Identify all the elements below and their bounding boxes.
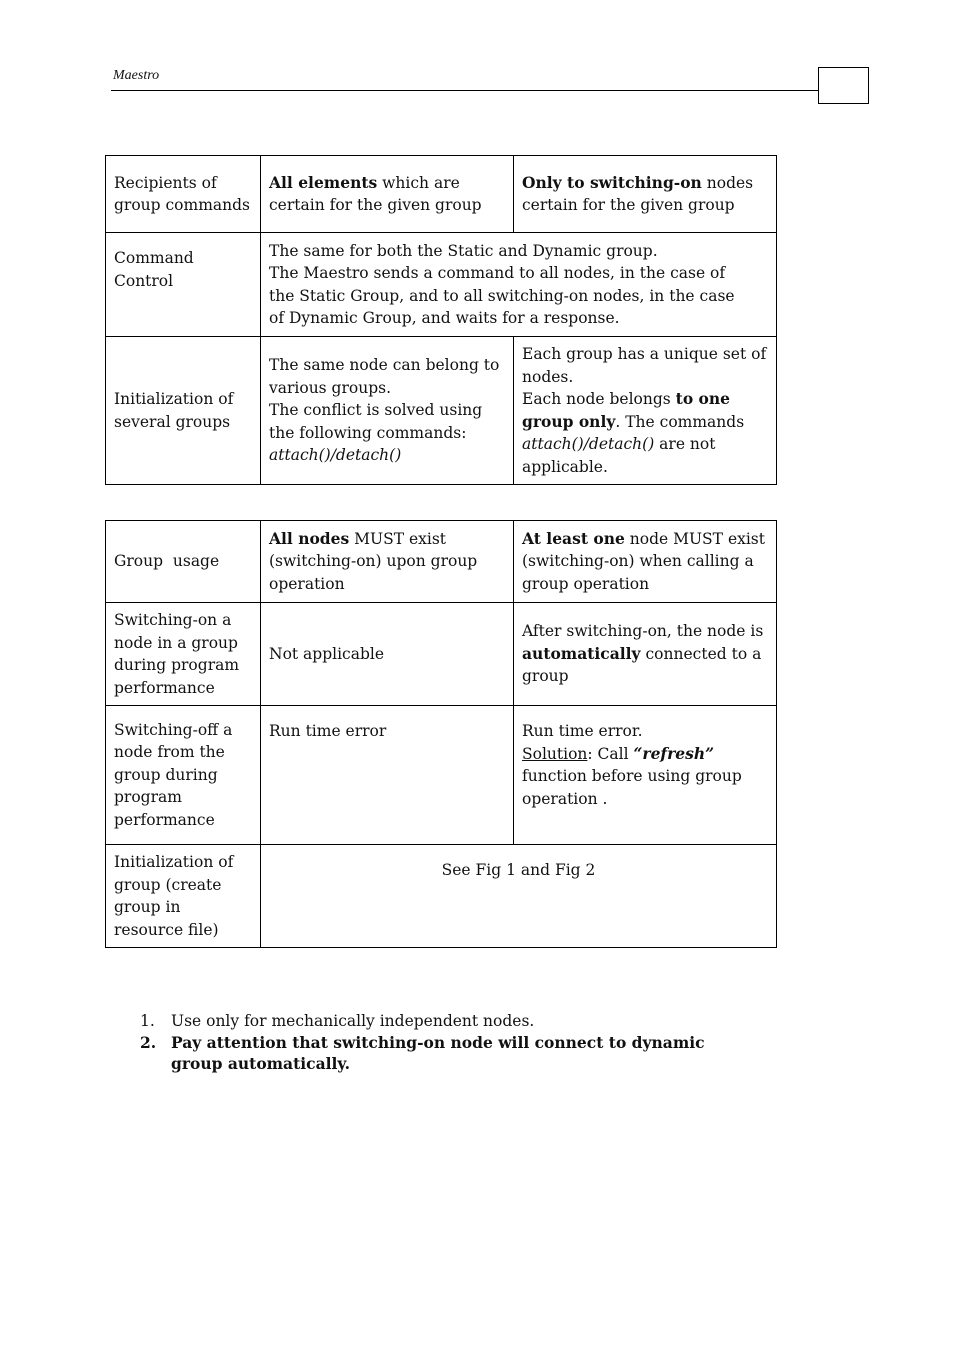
table-row: [106, 706, 777, 845]
row-label: Switching-off a node from the group during program performance: [106, 706, 261, 845]
text-part: . The commands: [615, 412, 745, 431]
row-label: Group usage: [106, 521, 261, 603]
dynamic-line: Run time error.: [522, 722, 643, 740]
header-title: Maestro: [113, 68, 160, 83]
static-cell: Not applicable: [261, 603, 514, 706]
table-row: [106, 521, 777, 603]
comparison-table-2: [105, 520, 777, 948]
list-text: Use only for mechanically independent nodes.: [171, 1012, 535, 1030]
dynamic-cell: [514, 706, 777, 845]
dynamic-line: [522, 743, 768, 811]
dynamic-cell: [514, 337, 777, 485]
dynamic-bold-text: At least one: [522, 528, 625, 548]
dynamic-cell: [514, 156, 777, 233]
static-cell: [261, 521, 514, 603]
solution-label: Solution: [522, 744, 588, 763]
list-number: 1.: [140, 1012, 155, 1030]
dynamic-bold-text: Only to switching-on: [522, 172, 702, 192]
row-label: Initialization of group (create group in resource file): [106, 845, 261, 948]
text-part: function before using group operation .: [522, 767, 742, 808]
table-row: [106, 845, 777, 948]
static-text: which are certain for the given group: [269, 173, 482, 214]
page-number-box: [818, 67, 869, 104]
comparison-table-1: [105, 155, 777, 485]
text-part: After switching-on, the node is: [522, 622, 764, 641]
dynamic-text: node MUST exist (switching-on) when calling a group operation: [522, 529, 765, 593]
function-name: “refresh”: [633, 743, 715, 763]
static-cell: Run time error: [261, 706, 514, 845]
merged-cell: [261, 233, 777, 337]
row-label: Switching-on a node in a group during program performance: [106, 603, 261, 706]
dynamic-text: nodes certain for the given group: [522, 173, 754, 214]
dynamic-line: [522, 388, 768, 478]
bold-text: to one group only: [522, 389, 731, 431]
notes-list: [140, 1011, 731, 1074]
code-text: attach()/detach(): [269, 446, 402, 465]
merged-line: The same for both the Static and Dynamic group.: [269, 241, 658, 260]
static-bold-text: All elements: [269, 172, 378, 192]
code-text: attach()/detach(): [522, 435, 655, 453]
list-item: [140, 1011, 731, 1032]
table-row: [106, 156, 777, 233]
header-rule: [111, 90, 818, 91]
merged-line: The Maestro sends a command to all nodes, in the case of the Static Group, and to all switching-on nodes, in the case of Dynamic Group, and waits for a response.: [269, 264, 735, 327]
merged-cell: See Fig 1 and Fig 2: [261, 845, 777, 948]
dynamic-line: Each group has a unique set of nodes.: [522, 345, 767, 386]
table-row: [106, 233, 777, 337]
static-cell: [261, 337, 514, 485]
list-item: [140, 1032, 731, 1074]
table-row: [106, 337, 777, 485]
text-part: are not applicable.: [522, 435, 716, 476]
table-row: [106, 603, 777, 706]
row-label: Command Control: [106, 233, 261, 337]
list-text: Pay attention that switching-on node will connect to dynamic group automatically.: [171, 1033, 705, 1073]
list-number: 2.: [140, 1033, 157, 1052]
bold-text: automatically: [522, 643, 641, 663]
static-line: The conflict is solved using the following commands:: [269, 401, 483, 442]
static-cell: [261, 156, 514, 233]
text-part: connected to a group: [522, 644, 762, 686]
dynamic-cell: [514, 603, 777, 706]
static-bold-text: All nodes: [269, 528, 350, 548]
dynamic-cell: [514, 521, 777, 603]
text-part: Each node belongs: [522, 390, 676, 408]
static-text: MUST exist (switching-on) upon group operation: [269, 529, 478, 593]
text-part: : Call: [587, 744, 634, 763]
static-line: The same node can belong to various groups.: [269, 356, 500, 397]
row-label: Recipients of group commands: [106, 156, 261, 233]
row-label: Initialization of several groups: [106, 337, 261, 485]
